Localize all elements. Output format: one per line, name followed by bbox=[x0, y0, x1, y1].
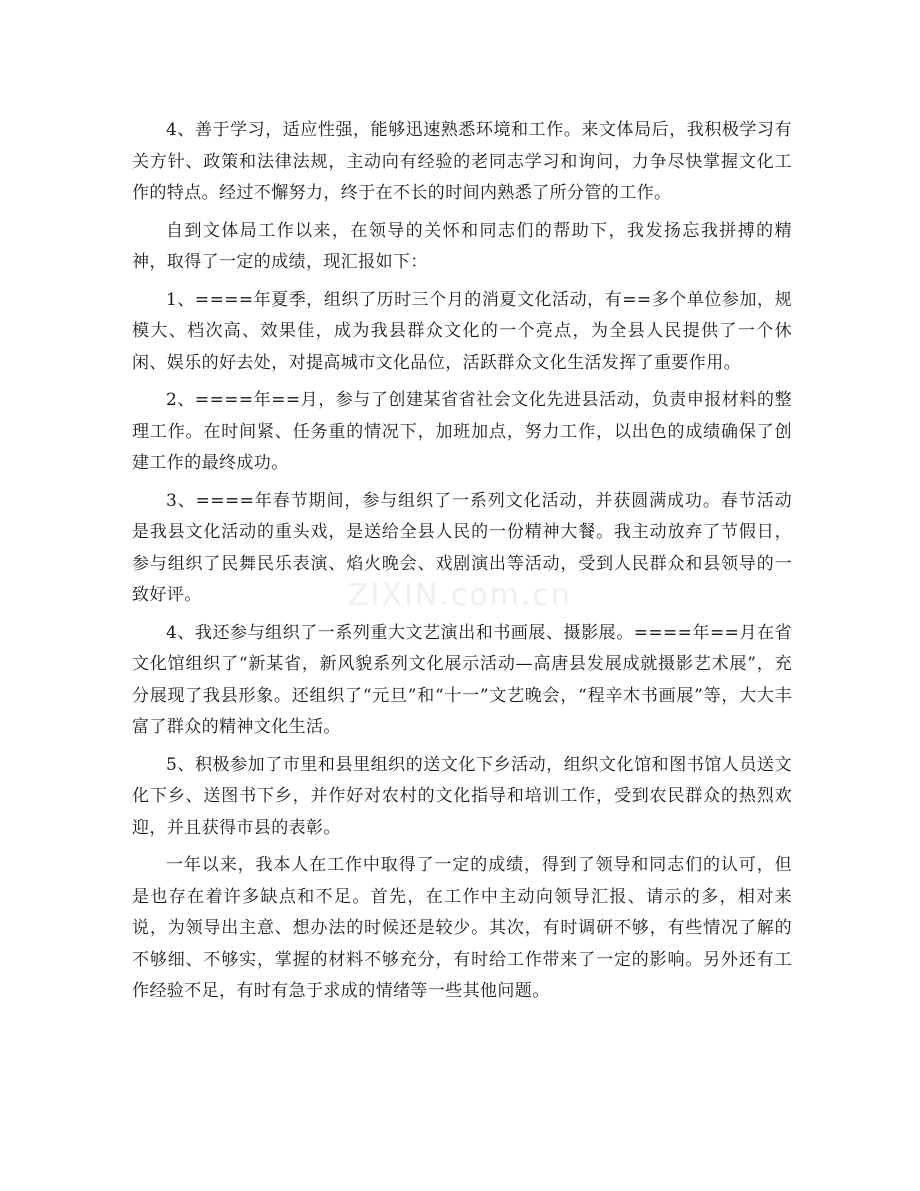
watermark: ZIXIN.com.cn bbox=[348, 578, 572, 613]
paragraph-shortcomings: 一年以来，我本人在工作中取得了一定的成绩，得到了领导和同志们的认可，但是也存在着许多缺点和不足。首先，在工作中主动向领导汇报、请示的多，相对来说，为领导出主意、想办法的时候还是较少。其次，有时调研不够，有些情况了解的不够细、不够实，掌握的材料不够充分，有时给工作带来了一定的影响。另外还有工作经验不足，有时有急于求成的情绪等一些其他问题。 bbox=[132, 855, 792, 1001]
paragraph-rural-culture: 5、积极参加了市里和县里组织的送文化下乡活动，组织文化馆和图书馆人员送文化下乡、送图书下乡，并作好对农村的文化指导和培训工作，受到农民群众的热烈欢迎，并且获得市县的表彰。 bbox=[132, 754, 792, 838]
paragraph-intro-achievements: 自到文体局工作以来，在领导的关怀和同志们的帮助下，我发扬忘我拼搏的精神，取得了一定的成绩，现汇报如下： bbox=[132, 220, 792, 272]
paragraph-summer-activities: 1、====年夏季，组织了历时三个月的消夏文化活动，有==多个单位参加，规模大、档次高、效果佳，成为我县群众文化的一个亮点，为全县人民提供了一个休闲、娱乐的好去处，对提高城市文化品位，活跃群众文化生活发挥了重要作用。 bbox=[132, 289, 792, 373]
paragraph-exhibitions: 4、我还参与组织了一系列重大文艺演出和书画展、摄影展。====年==月在省文化馆组织了“新某省，新风貌系列文化展示活动—高唐县发展成就摄影艺术展”，充分展现了我县形象。还组织了“元旦”和“十一”文艺晚会，“程辛木书画展”等，大大丰富了群众的精神文化生活。 bbox=[132, 622, 792, 737]
paragraph-spring-festival: 3、====年春节期间，参与组织了一系列文化活动，并获圆满成功。春节活动是我县文化活动的重头戏，是送给全县人民的一份精神大餐。我主动放弃了节假日，参与组织了民舞民乐表演、焰火晚会、戏剧演出等活动，受到人民群众和县领导的一致好评。 bbox=[132, 490, 792, 605]
paragraph-strength-learning: 4、善于学习，适应性强，能够迅速熟悉环境和工作。来文体局后，我积极学习有关方针、政策和法律法规，主动向有经验的老同志学习和询问，力争尽快掌握文化工作的特点。经过不懈努力，终于在不长的时间内熟悉了所分管的工作。 bbox=[132, 120, 792, 203]
paragraph-advanced-county: 2、====年==月，参与了创建某省省社会文化先进县活动，负责申报材料的整理工作。在时间紧、任务重的情况下，加班加点，努力工作，以出色的成绩确保了创建工作的最终成功。 bbox=[132, 390, 792, 473]
document-body bbox=[132, 115, 792, 1014]
